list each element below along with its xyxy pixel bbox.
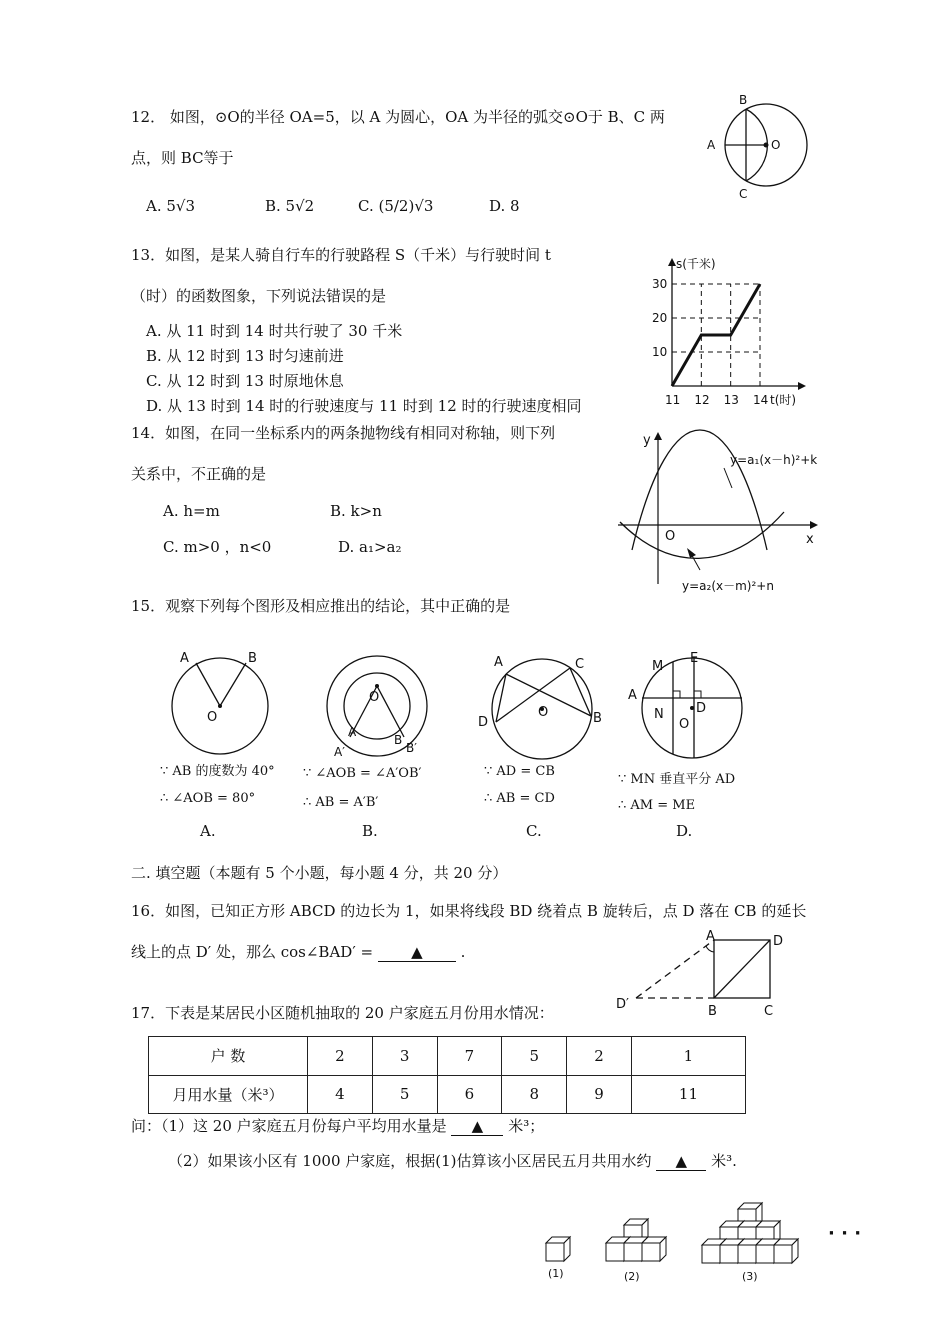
q15c-label-a: A xyxy=(494,655,503,670)
q15d-label-d: D xyxy=(696,701,707,716)
q13-x-arrow xyxy=(798,382,806,390)
q14-parabola-figure xyxy=(612,424,842,604)
q15-figure-b xyxy=(322,652,442,767)
q15b-label-a: A xyxy=(348,725,357,739)
q16-line2-end: . xyxy=(460,943,466,961)
q13-ytick-2: 30 xyxy=(652,277,668,291)
cube-label-2: (2) xyxy=(624,1270,640,1283)
q14-label-y: y xyxy=(643,433,651,448)
table-header-water-usage: 月用水量（米³） xyxy=(149,1075,308,1114)
table-cell: 6 xyxy=(437,1075,502,1114)
section-2-heading: 二. 填空题（本题有 5 个小题，每小题 4 分，共 20 分） xyxy=(131,864,508,882)
q12-label-b: B xyxy=(739,93,748,107)
q15b-label-b: B xyxy=(394,733,403,747)
q15d-cond2: ∴ AM = ME xyxy=(618,798,696,813)
q13-line1: 13．如图，是某人骑自行车的行驶路程 S（千米）与行驶时间 t xyxy=(131,246,551,264)
q15c-label-d: D xyxy=(478,715,489,730)
q13-ytick-0: 10 xyxy=(652,345,668,359)
q14-eq1: y=a₁(x－h)²+k xyxy=(730,453,818,467)
q14-line1: 14．如图，在同一坐标系内的两条抛物线有相同对称轴，则下列 xyxy=(131,424,556,442)
q14-eq2: y=a₂(x－m)²+n xyxy=(682,579,774,593)
q15b-option: B. xyxy=(362,822,378,840)
q15c-label-c: C xyxy=(575,657,585,672)
q12-line2: 点，则 BC等于 xyxy=(131,149,234,167)
q15a-label-a: A xyxy=(180,651,189,666)
q13-xtick-0: 11 xyxy=(665,393,681,407)
q16-answer-blank[interactable]: ▲ xyxy=(378,943,456,962)
q16-label-c: C xyxy=(764,1004,774,1019)
q15d-label-n: N xyxy=(654,707,664,722)
q13-xtick-2: 13 xyxy=(723,393,739,407)
q15a-cond2: ∴ ∠AOB = 80° xyxy=(160,791,256,806)
q15d-label-e: E xyxy=(690,651,699,666)
table-cell: 3 xyxy=(372,1037,437,1076)
q14-option-c: C. m>0 ，n<0 xyxy=(163,538,272,556)
q13-x-label: t(时) xyxy=(770,393,797,407)
q16-label-d-prime: D′ xyxy=(616,997,629,1012)
table-cell: 5 xyxy=(372,1075,437,1114)
q15b-cond2: ∴ AB = A′B′ xyxy=(303,795,379,810)
q13-line2: （时）的函数图象，下列说法错误的是 xyxy=(131,287,387,305)
q17-ask1-text: 问：（1）这 20 户家庭五月份每户平均用水量是 xyxy=(131,1117,447,1135)
q14-label-x: x xyxy=(806,532,814,547)
table-header-households: 户 数 xyxy=(149,1037,308,1076)
q13-xtick-3: 14 xyxy=(753,393,769,407)
q16-square-figure xyxy=(610,928,800,1024)
q15c-cond1: ∵ AD = CB xyxy=(484,764,555,779)
table-cell: 8 xyxy=(502,1075,567,1114)
q16-line2-text: 线上的点 D′ 处，那么 cos∠BAD′ = xyxy=(131,943,374,961)
q15b-label-o: O xyxy=(369,690,380,705)
q14-option-b: B. k>n xyxy=(330,502,382,520)
q16-label-a: A xyxy=(706,929,715,944)
continuation-dots: · · · xyxy=(828,1223,862,1244)
q13-option-d: D. 从 13 时到 14 时的行驶速度与 11 时到 12 时的行驶速度相同 xyxy=(146,397,582,415)
q13-option-b: B. 从 12 时到 13 时匀速前进 xyxy=(146,347,344,365)
q14-label-o: O xyxy=(665,529,676,544)
q17-line1: 17．下表是某居民小区随机抽取的 20 户家庭五月份用水情况： xyxy=(131,1004,554,1022)
q17-ask1-unit: 米³； xyxy=(508,1117,545,1135)
q15-figure-c xyxy=(472,650,612,765)
q17-ask2 xyxy=(168,1152,737,1171)
table-cell: 5 xyxy=(502,1037,567,1076)
q17-answer-blank-2[interactable]: ▲ xyxy=(656,1152,706,1171)
table-row xyxy=(149,1037,746,1076)
q13-xtick-1: 12 xyxy=(694,393,710,407)
q15a-cond1: ∵ AB 的度数为 40° xyxy=(160,764,275,779)
q13-ytick-1: 20 xyxy=(652,311,668,325)
cube-label-3: (3) xyxy=(742,1270,758,1283)
q14-option-a: A. h=m xyxy=(163,502,220,520)
q15d-label-o: O xyxy=(679,717,690,732)
q12-line1: 12． 如图，⊙O的半径 OA=5，以 A 为圆心，OA 为半径的弧交⊙O于 B、C 两 xyxy=(131,108,665,126)
q13-chart xyxy=(640,252,815,412)
q17-ask2-unit: 米³. xyxy=(711,1152,737,1170)
q17-answer-blank-1[interactable]: ▲ xyxy=(451,1117,503,1136)
q15-figure-a xyxy=(160,648,290,768)
q15-line: 15．观察下列每个图形及相应推出的结论，其中正确的是 xyxy=(131,597,511,615)
table-row xyxy=(149,1075,746,1114)
q12-option-d: D. 8 xyxy=(489,197,520,215)
q16-line1: 16．如图，已知正方形 ABCD 的边长为 1，如果将线段 BD 绕着点 B 旋转后，点 D 落在 CB 的延长 xyxy=(131,902,807,920)
q15d-cond1: ∵ MN 垂直平分 AD xyxy=(618,772,736,787)
q15-figure-d xyxy=(622,648,752,768)
q17-cube-figures xyxy=(540,1195,870,1285)
q15b-cond1: ∵ ∠AOB = ∠A′OB′ xyxy=(303,766,422,781)
q15c-option: C. xyxy=(526,822,542,840)
q17-ask1 xyxy=(131,1117,544,1136)
q14-line2: 关系中，不正确的是 xyxy=(131,465,267,483)
q12-option-a: A. 5√3 xyxy=(146,197,196,215)
q13-y-arrow xyxy=(668,258,676,266)
q15a-label-b: B xyxy=(248,651,257,666)
table-cell: 4 xyxy=(308,1075,373,1114)
table-cell: 1 xyxy=(631,1037,745,1076)
table-cell: 2 xyxy=(308,1037,373,1076)
q16-label-b: B xyxy=(708,1004,717,1019)
q15d-label-m: M xyxy=(652,659,664,674)
q17-water-table xyxy=(148,1036,746,1114)
q15a-label-o: O xyxy=(207,710,218,725)
q17-ask2-text: （2）如果该小区有 1000 户家庭，根据(1)估算该小区居民五月共用水约 xyxy=(168,1152,652,1170)
q13-y-label: s(千米) xyxy=(676,257,716,271)
q12-option-b: B. 5√2 xyxy=(265,197,315,215)
q13-option-a: A. 从 11 时到 14 时共行驶了 30 千米 xyxy=(146,322,403,340)
q13-series-line xyxy=(672,284,760,386)
table-cell: 9 xyxy=(567,1075,632,1114)
q15c-cond2: ∴ AB = CD xyxy=(484,791,555,806)
q12-label-c: C xyxy=(739,187,748,201)
q12-label-a: A xyxy=(707,138,716,152)
q16-label-d: D xyxy=(773,934,784,949)
table-cell: 11 xyxy=(631,1075,745,1114)
q12-option-c: C. (5/2)√3 xyxy=(358,197,434,215)
q13-option-c: C. 从 12 时到 13 时原地休息 xyxy=(146,372,344,390)
q12-circle-figure xyxy=(700,88,820,208)
cube-label-1: (1) xyxy=(548,1267,564,1280)
q15a-option: A. xyxy=(200,822,216,840)
q16-line2 xyxy=(131,943,465,962)
table-cell: 7 xyxy=(437,1037,502,1076)
q15d-option: D. xyxy=(676,822,693,840)
q15c-label-b: B xyxy=(593,711,602,726)
q15d-label-a: A xyxy=(628,688,637,703)
q14-option-d: D. a₁>a₂ xyxy=(338,538,402,556)
q15c-label-o: O xyxy=(538,705,549,720)
table-cell: 2 xyxy=(567,1037,632,1076)
q12-label-o: O xyxy=(771,138,781,152)
q15b-label-a-prime: A′ xyxy=(334,745,345,759)
q15b-label-b-prime: B′ xyxy=(406,741,417,755)
